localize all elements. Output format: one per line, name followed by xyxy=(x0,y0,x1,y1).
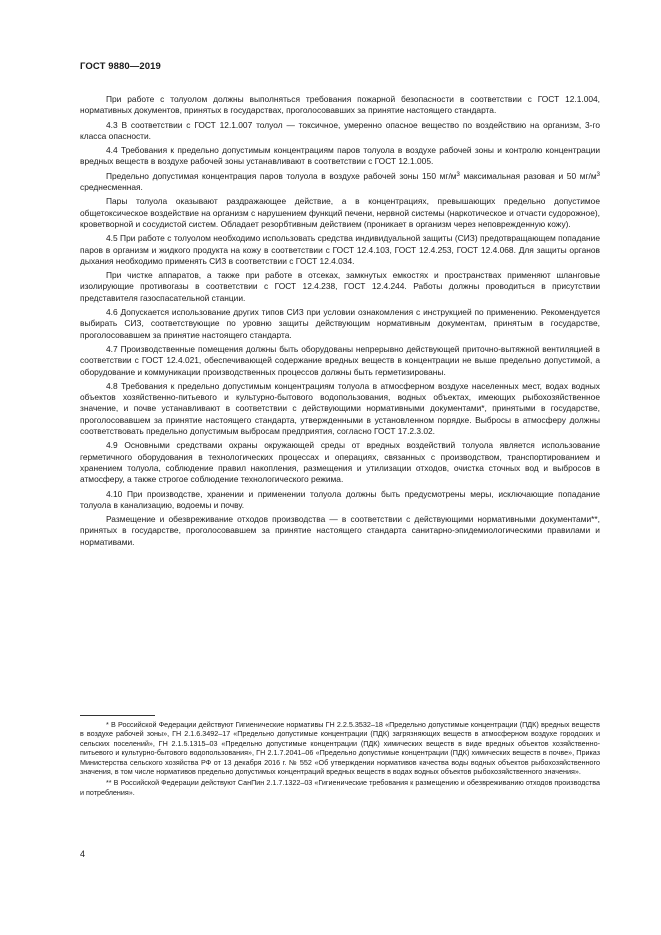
superscript-cubic-2: 3 xyxy=(596,171,600,178)
paragraph-4-4: 4.4 Требования к предельно допустимым концентрациям паров толуола в воздухе рабочей зоны и контролю концентрации вредных веществ в воздухе рабочей зоны устанавливают в соответствии с ГОСТ 12.1.005. xyxy=(80,145,600,167)
paragraph-4-8: 4.8 Требования к предельно допустимым концентрациям толуола в атмосферном воздухе населенных мест, водах водных объектов хозяйственно-питьевого и культурно-бытового водопользования, водных объектах, имеющих рыбохозяйственное значение, и почве устанавливают в соответствии с действующими нормативными документами*, принятыми в государстве, проголосовавшем за принятие настоящего стандарта, утвержденными в установленном порядке. Выбросы в атмосферу должны соответствовать предельно допустимым выбросам предприятия, согласно ГОСТ 17.2.3.02. xyxy=(80,380,600,437)
max-concentration-part-b: максимальная разовая и 50 мг/м xyxy=(459,170,597,181)
footnote-1: * В Российской Федерации действуют Гигиенические нормативы ГН 2.2.5.3532–18 «Предельно допустимые концентрации (ПДК) вредных веществ в воздухе рабочей зоны», ГН 2.1.6.3492–17 «Предельно допустимые концентрации (ПДК) загрязняющих веществ в атмосферном воздухе городских и сельских поселений», ГН 2.1.5.1315–03 «Предельно допустимые концентрации (ПДК) химических веществ в виде вредных объектов хозяйственно-питьевого и культурно-бытового водопользования», ГН 2.1.7.2041–06 «Предельно допустимые концентрации (ПДК) химических веществ в почве», Приказ Министерства сельского хозяйства РФ от 13 декабря 2016 г. № 552 «Об утверждении нормативов качества воды водных объектов рыбохозяйственного значения, в том числе нормативов предельно допустимых концентраций вредных веществ в водах водных объектов рыбохозяйственного значения». xyxy=(80,720,600,777)
page-number: 4 xyxy=(80,849,86,859)
paragraph-max-concentration xyxy=(80,171,600,194)
footnote-divider xyxy=(80,715,155,716)
paragraph-fire-safety: При работе с толуолом должны выполняться требования пожарной безопасности в соответствии с ГОСТ 12.1.004, нормативных документов, принятых в государствах, проголосовавших за принятие настоящего стандарта. xyxy=(80,94,600,116)
max-concentration-part-c: среднесменная. xyxy=(80,182,143,193)
paragraph-4-3: 4.3 В соответствии с ГОСТ 12.1.007 толуол — токсичное, умеренно опасное вещество по воздействию на организм, 3-го класса опасности. xyxy=(80,119,600,141)
paragraph-4-9: 4.9 Основными средствами охраны окружающей среды от вредных воздействий толуола является использование герметичного оборудования в технологических процессах и операциях, связанных с производством, транспортированием и хранением толуола, соблюдение правил накопления, размещения и утилизации отходов, очистка сточных вод и выбросов в атмосферу, а также строгое соблюдение технологического режима. xyxy=(80,440,600,485)
page-header-standard-id: ГОСТ 9880—2019 xyxy=(80,61,161,72)
paragraph-4-5: 4.5 При работе с толуолом необходимо использовать средства индивидуальной защиты (СИЗ) предотвращающем попадание паров в организм и жидкого продукта на кожу в соответствии с ГОСТ 12.4.103, ГОСТ 12.4.253, ГОСТ 12.4.068. Для защиты органов дыхания необходимо применять СИЗ в соответствии с ГОСТ 12.4.034. xyxy=(80,233,600,266)
document-body xyxy=(80,94,600,551)
paragraph-waste-disposal: Размещение и обезвреживание отходов производства — в соответствии с действующими нормативными документами**, принятых в государстве, проголосовавшем за принятие настоящего стандарта санитарно-эпидемиологическими правилами и нормативами. xyxy=(80,514,600,547)
paragraph-4-10: 4.10 При производстве, хранении и применении толуола должны быть предусмотрены меры, исключающие попадание толуола в канализацию, водоемы и почву. xyxy=(80,488,600,510)
paragraph-4-6: 4.6 Допускается использование других типов СИЗ при условии ознакомления с инструкцией по применению. Рекомендуется выбирать СИЗ, соответствующие по уровню защиты действующим нормативным документам, принятым в государстве, проголосовавшем за принятие настоящего стандарта. xyxy=(80,307,600,340)
max-concentration-part-a: Предельно допустимая концентрация паров толуола в воздухе рабочей зоны 150 мг/м xyxy=(106,170,457,181)
paragraph-vapor-effects: Пары толуола оказывают раздражающее действие, а в концентрациях, превышающих предельно допустимое общетоксическое воздействие на организм с нарушением функций печени, нервной системы (наркотическое и отчасти судорожное), кроветворной и сосудистой систем. Обладает резорбтивным действием (проникает в организм через неповрежденную кожу). xyxy=(80,196,600,229)
paragraph-4-7: 4.7 Производственные помещения должны быть оборудованы непрерывно действующей приточно-вытяжной вентиляцией в соответствии с ГОСТ 12.4.021, обеспечивающей содержание вредных веществ в концентрации не выше предельно допустимой, а оборудование и коммуникации производственных процессов должны быть герметизированы. xyxy=(80,343,600,377)
footnote-2: ** В Российской Федерации действуют СанПин 2.1.7.1322–03 «Гигиенические требования к размещению и обезвреживанию отходов производства и потребления». xyxy=(80,778,600,797)
superscript-cubic-1: 3 xyxy=(456,171,460,178)
paragraph-apparatus-cleaning: При чистке аппаратов, а также при работе в отсеках, замкнутых емкостях и пространствах применяют шланговые изолирующие противогазы в соответствии с ГОСТ 12.4.238, ГОСТ 12.4.244. Работы должны проводиться в присутствии представителя газоспасательной станции. xyxy=(80,270,600,303)
footnotes xyxy=(80,720,600,799)
